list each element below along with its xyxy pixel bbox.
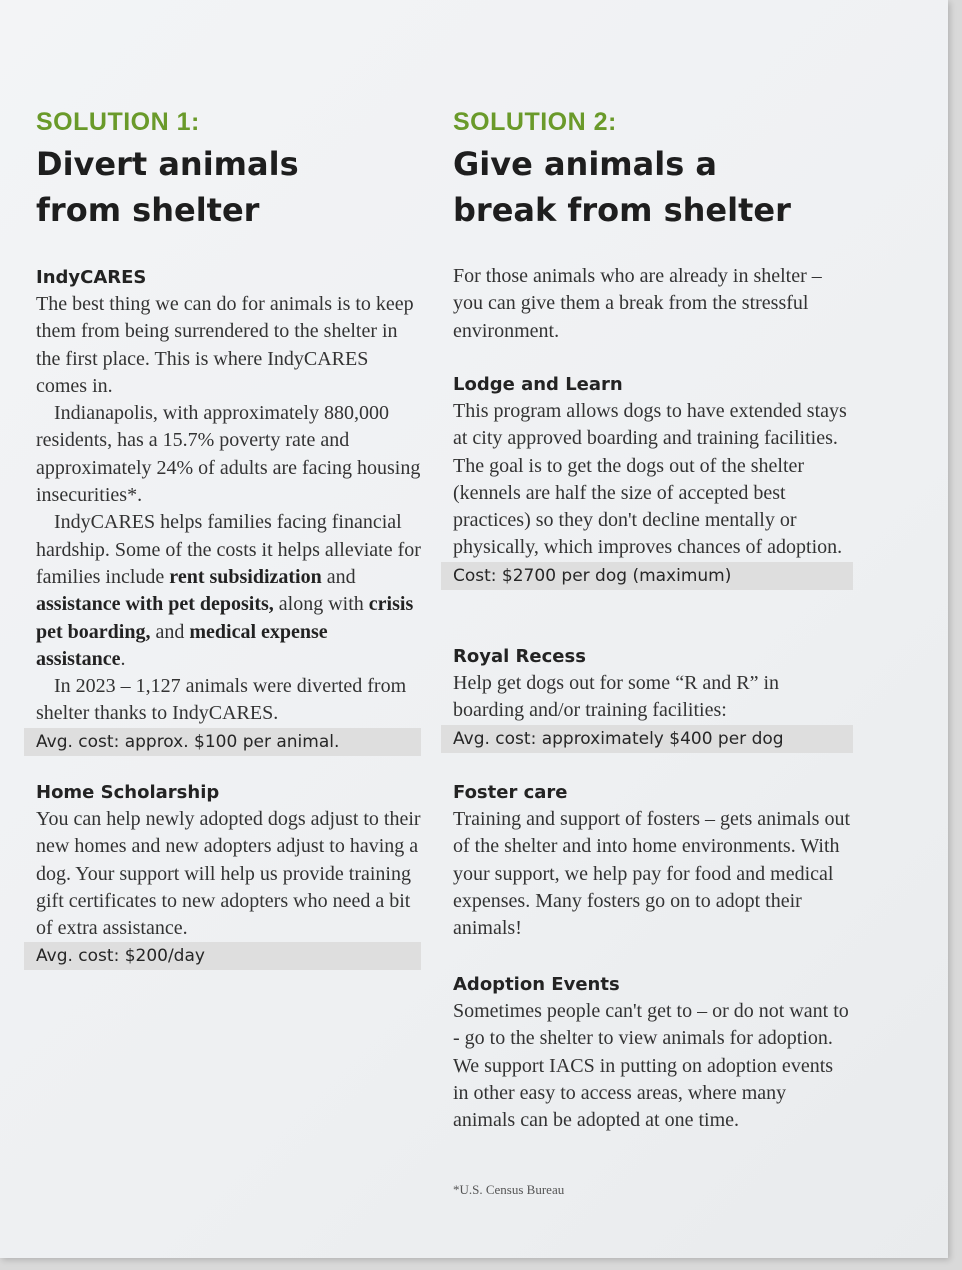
solution-2-headline-line2: break from shelter [453, 191, 791, 229]
foster-care-title: Foster care [453, 782, 568, 803]
adoption-events-body: Sometimes people can't get to – or do not want to - go to the shelter to view animals for adoption. We support IACS in putting on adoption events in other easy to access areas, where many animals can be adopted at one time. [453, 1000, 849, 1132]
lodge-and-learn-section [453, 372, 853, 590]
p3-text-and-2: and [150, 620, 190, 643]
adoption-events-title: Adoption Events [453, 974, 620, 995]
solution-2-headline [453, 141, 853, 233]
p3-text-start: IndyCARES helps families facing financial hardship. Some of the costs it helps alleviate for families include [36, 511, 421, 588]
solution-1-headline [36, 141, 421, 233]
solution-2-intro: For those animals who are already in shelter – you can give them a break from the stressful environment. [453, 265, 822, 342]
solution-2-kicker: SOLUTION 2: [453, 108, 617, 136]
foster-care-body: Training and support of fosters – gets animals out of the shelter and into home environments. With your support, we help pay for food and medical expenses. Many fosters go on to adopt their animals! [453, 808, 851, 940]
p3-bold-boarding: crisis pet boarding, [36, 593, 414, 643]
royal-recess-cost-bar: Avg. cost: approximately $400 per dog [441, 725, 853, 753]
home-scholarship-section [36, 780, 421, 970]
solution-1-kicker: SOLUTION 1: [36, 108, 200, 136]
lodge-and-learn-title: Lodge and Learn [453, 374, 623, 395]
royal-recess-section [453, 644, 853, 753]
p3-text-end: . [120, 647, 126, 670]
p3-bold-medical: medical expense assistance [36, 620, 328, 670]
indycares-paragraph-3 [36, 509, 421, 673]
adoption-events-section [453, 972, 853, 1134]
home-scholarship-title: Home Scholarship [36, 782, 220, 803]
solution-1-headline-line1: Divert animals [36, 145, 299, 183]
indycares-paragraph-2: Indianapolis, with approximately 880,000 residents, has a 15.7% poverty rate and approximately 24% of adults are facing housing insecurities*. [36, 402, 421, 507]
home-scholarship-body: You can help newly adopted dogs adjust to their new homes and new adopters adjust to having a dog. Your support will help us provide training gift certificates to new adopters who need a bit of extra assistance. [36, 808, 421, 940]
p3-bold-deposits: assistance with pet deposits, [36, 593, 274, 616]
p3-text-along: along with [273, 593, 369, 616]
solution-1-headline-line2: from shelter [36, 191, 260, 229]
solution-1-column [36, 108, 421, 967]
p3-text-and-1: and [321, 565, 356, 588]
p3-bold-rent: rent subsidization [169, 565, 322, 588]
royal-recess-body: Help get dogs out for some “R and R” in boarding and/or training facilities: [453, 672, 780, 722]
indycares-paragraph-4: In 2023 – 1,127 animals were diverted from shelter thanks to IndyCARES. [36, 675, 407, 725]
indycares-section [36, 265, 421, 756]
indycares-paragraph-1: The best thing we can do for animals is to keep them from being surrendered to the shelter in the first place. This is where IndyCARES comes in. [36, 293, 414, 397]
lodge-and-learn-body: This program allows dogs to have extended stays at city approved boarding and training facilities. The goal is to get the dogs out of the shelter (kennels are half the size of accepted best practices) so they don't decline mentally or physically, which improves chances of adoption. [453, 400, 847, 559]
indycares-cost-bar: Avg. cost: approx. $100 per animal. [24, 728, 421, 756]
lodge-and-learn-cost-bar: Cost: $2700 per dog (maximum) [441, 562, 853, 590]
solution-2-headline-line1: Give animals a [453, 145, 717, 183]
royal-recess-title: Royal Recess [453, 646, 586, 667]
footnote-section [453, 1182, 853, 1198]
foster-care-section [453, 780, 853, 942]
home-scholarship-cost-bar: Avg. cost: $200/day [24, 942, 421, 970]
solution-2-intro-section [453, 263, 853, 345]
indycares-title: IndyCARES [36, 267, 147, 288]
solution-2-column [453, 108, 853, 1197]
census-footnote: *U.S. Census Bureau [453, 1182, 565, 1197]
